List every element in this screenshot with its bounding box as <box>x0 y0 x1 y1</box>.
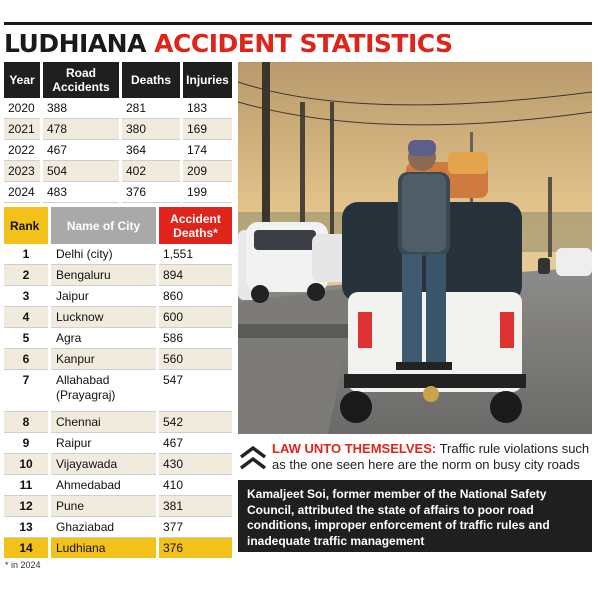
col-header-year: Year <box>4 62 42 98</box>
street-photo <box>238 62 592 434</box>
cell-deaths: 600 <box>158 307 233 328</box>
cell-city: Pune <box>50 496 158 517</box>
table-row <box>4 370 232 412</box>
cell-rank: 7 <box>4 370 50 412</box>
cell-city: Raipur <box>50 433 158 454</box>
cell-deaths: 467 <box>158 433 233 454</box>
table-row <box>4 349 232 370</box>
cell-year: 2022 <box>4 140 42 161</box>
table-row <box>4 265 232 286</box>
caption-lead: LAW UNTO THEMSELVES: <box>272 441 437 456</box>
page-headline <box>4 27 453 61</box>
cell-city: Ahmedabad <box>50 475 158 496</box>
cell-city: Vijayawada <box>50 454 158 475</box>
cell-city: Allahabad (Prayagraj) <box>50 370 158 412</box>
table-row <box>4 307 232 328</box>
cell-deaths: 402 <box>121 161 182 182</box>
col-header-rank: Rank <box>4 207 50 244</box>
cell-deaths: 547 <box>158 370 233 412</box>
footnote: * in 2024 <box>5 560 41 570</box>
cell-rank: 10 <box>4 454 50 475</box>
cell-city: Agra <box>50 328 158 349</box>
cell-deaths: 376 <box>158 538 233 559</box>
cell-rank: 13 <box>4 517 50 538</box>
cell-deaths: 894 <box>158 265 233 286</box>
cell-deaths: 381 <box>158 496 233 517</box>
table-row <box>4 328 232 349</box>
cell-deaths: 430 <box>158 454 233 475</box>
cell-injuries: 174 <box>182 140 233 161</box>
ludhiana-yearly-table <box>4 62 232 203</box>
table-row <box>4 286 232 307</box>
double-chevron-up-icon <box>238 444 268 472</box>
cell-injuries: 169 <box>182 119 233 140</box>
cell-deaths: 586 <box>158 328 233 349</box>
cell-city: Delhi (city) <box>50 244 158 265</box>
col-header-road-accidents: Road Accidents <box>42 62 121 98</box>
table-header-row <box>4 207 232 244</box>
table-row <box>4 475 232 496</box>
cell-city: Bengaluru <box>50 265 158 286</box>
caption-text: Traffic rule violations such as the one seen here are the norm on busy city roads <box>272 441 590 472</box>
cell-year: 2024 <box>4 182 42 203</box>
cell-deaths: 560 <box>158 349 233 370</box>
table-row <box>4 140 232 161</box>
col-header-city: Name of City <box>50 207 158 244</box>
cell-city: Lucknow <box>50 307 158 328</box>
cell-year: 2020 <box>4 98 42 119</box>
table-row <box>4 98 232 119</box>
table-row <box>4 412 232 433</box>
photo-caption <box>272 441 592 473</box>
cell-city: Jaipur <box>50 286 158 307</box>
cell-city: Ludhiana <box>50 538 158 559</box>
cell-rank: 3 <box>4 286 50 307</box>
cell-road-accidents: 388 <box>42 98 121 119</box>
cell-city: Ghaziabad <box>50 517 158 538</box>
table-row <box>4 119 232 140</box>
table-row <box>4 182 232 203</box>
cell-injuries: 183 <box>182 98 233 119</box>
city-ranking-table <box>4 207 232 558</box>
cell-deaths: 542 <box>158 412 233 433</box>
cell-rank: 8 <box>4 412 50 433</box>
quote-box <box>238 480 592 552</box>
cell-deaths: 410 <box>158 475 233 496</box>
headline-part-2: ACCIDENT STATISTICS <box>154 29 453 58</box>
table-row <box>4 454 232 475</box>
cell-deaths: 380 <box>121 119 182 140</box>
cell-road-accidents: 478 <box>42 119 121 140</box>
cell-injuries: 209 <box>182 161 233 182</box>
quote-text: Kamaljeet Soi, former member of the National Safety Council, attributed the state of affairs to poor road conditions, improper enforcement of traffic rules and inadequate traffic management <box>247 487 550 548</box>
cell-rank: 11 <box>4 475 50 496</box>
cell-rank: 6 <box>4 349 50 370</box>
top-rule <box>4 22 592 25</box>
table-header-row <box>4 62 232 98</box>
headline-part-1: LUDHIANA <box>4 29 146 58</box>
cell-rank: 14 <box>4 538 50 559</box>
cell-deaths: 281 <box>121 98 182 119</box>
table-row <box>4 517 232 538</box>
col-header-accident-deaths: Accident Deaths* <box>158 207 233 244</box>
cell-deaths: 1,551 <box>158 244 233 265</box>
cell-deaths: 377 <box>158 517 233 538</box>
table-row <box>4 244 232 265</box>
cell-city: Kanpur <box>50 349 158 370</box>
cell-rank: 9 <box>4 433 50 454</box>
cell-rank: 4 <box>4 307 50 328</box>
cell-rank: 5 <box>4 328 50 349</box>
cell-year: 2021 <box>4 119 42 140</box>
cell-road-accidents: 467 <box>42 140 121 161</box>
cell-road-accidents: 483 <box>42 182 121 203</box>
cell-injuries: 199 <box>182 182 233 203</box>
table-row <box>4 433 232 454</box>
cell-year: 2023 <box>4 161 42 182</box>
cell-city: Chennai <box>50 412 158 433</box>
cell-deaths: 860 <box>158 286 233 307</box>
cell-deaths: 364 <box>121 140 182 161</box>
col-header-deaths: Deaths <box>121 62 182 98</box>
table-row-highlighted <box>4 538 232 559</box>
cell-road-accidents: 504 <box>42 161 121 182</box>
col-header-injuries: Injuries <box>182 62 233 98</box>
table-row <box>4 161 232 182</box>
cell-rank: 1 <box>4 244 50 265</box>
cell-rank: 2 <box>4 265 50 286</box>
table-row <box>4 496 232 517</box>
cell-deaths: 376 <box>121 182 182 203</box>
cell-rank: 12 <box>4 496 50 517</box>
